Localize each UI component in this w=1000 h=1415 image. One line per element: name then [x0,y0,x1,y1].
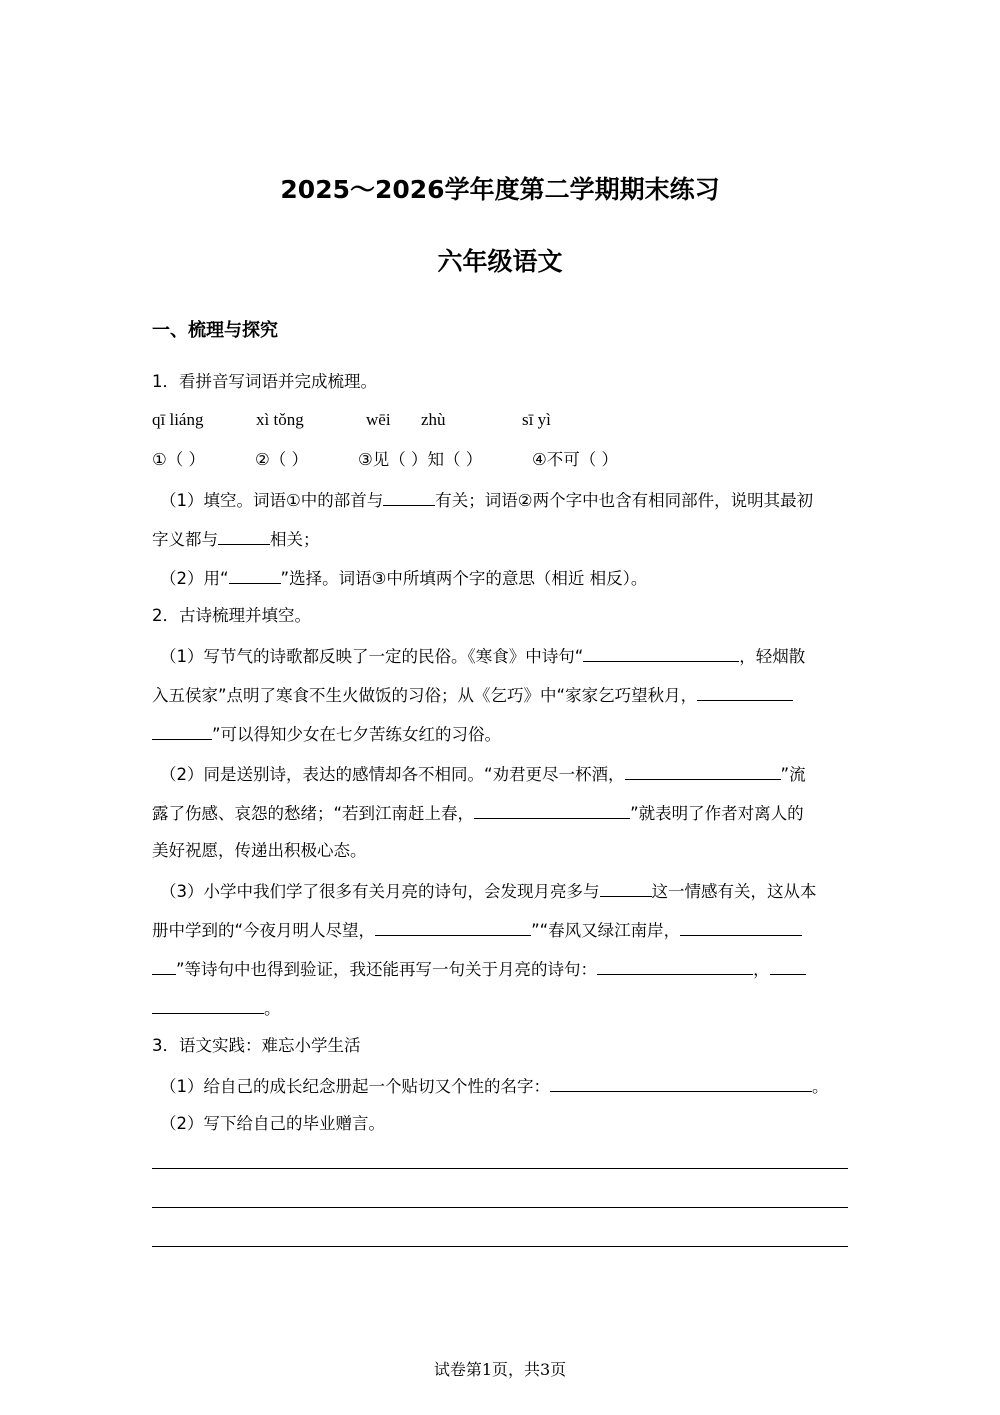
question-2-part-2: （2）同是送别诗，表达的感情却各不相同。“劝君更尽一杯酒， ”流 [160,762,806,786]
pinyin-1: qī liáng [152,410,204,429]
question-2-part-1-cont: 入五侯家”点明了寒食不生火做饭的习俗；从《乞巧》中“家家乞巧望秋月， [152,683,793,707]
writing-line[interactable] [152,1207,848,1208]
answer-slot-4[interactable]: ④不可（ ） [532,450,619,469]
question-1-part-1: （1）填空。词语①中的部首与 有关；词语②两个字中也含有相同部件，说明其最初 [160,488,813,512]
question-2-part-3-end: 。 [152,996,281,1020]
fill-blank[interactable] [625,762,781,780]
question-1-part-2: （2）用“ ”选择。词语③中所填两个字的意思（相近 相反）。 [160,566,647,590]
question-2-part-3-cont: 册中学到的“今夜月明人尽望， ”“春风又绿江南岸， [152,918,802,942]
page-footer: 试卷第1页，共3页 [433,1360,567,1379]
question-3-stem: 3．语文实践：难忘小学生活 [152,1036,361,1055]
question-1-stem: 1．看拼音写词语并完成梳理。 [152,372,377,391]
fill-blank[interactable] [600,879,652,897]
answer-slot-3[interactable]: ③见（ ）知（ ） [358,450,483,469]
fill-blank[interactable] [583,644,739,662]
page-title: 2025～2026学年度第二学期期末练习 [280,175,720,204]
fill-blank[interactable] [770,957,806,975]
question-2-part-1: （1）写节气的诗歌都反映了一定的民俗。《寒食》中诗句“ ，轻烟散 [160,644,805,668]
question-1-part-1-cont: 字义都与 相关； [152,527,320,551]
question-2-part-3: （3）小学中我们学了很多有关月亮的诗句，会发现月亮多与 这一情感有关，这从本 [160,879,817,903]
fill-blank[interactable] [152,957,176,975]
fill-blank[interactable] [229,566,281,584]
question-2-part-3-line3: ”等诗句中也得到验证，我还能再写一句关于月亮的诗句： ， [152,957,806,981]
section-heading: 一、梳理与探究 [152,320,278,341]
writing-line[interactable] [152,1246,848,1247]
question-3-part-2: （2）写下给自己的毕业赠言。 [160,1114,385,1133]
fill-blank[interactable] [218,527,270,545]
fill-blank[interactable] [680,918,802,936]
pinyin-4: zhù [421,410,446,429]
answer-slot-1[interactable]: ①（ ） [152,450,206,469]
writing-line[interactable] [152,1168,848,1169]
fill-blank[interactable] [550,1074,812,1092]
fill-blank[interactable] [474,801,630,819]
fill-blank[interactable] [697,683,793,701]
question-2-part-1-end: ”可以得知少女在七夕苦练女红的习俗。 [152,722,501,746]
question-2-stem: 2．古诗梳理并填空。 [152,606,311,625]
question-2-part-2-end: 美好祝愿，传递出积极心态。 [152,841,367,860]
fill-blank[interactable] [375,918,531,936]
pinyin-2: xì tǒng [256,410,304,429]
pinyin-3: wēi [366,410,391,429]
question-2-part-2-cont: 露了伤感、哀怨的愁绪；“若到江南赶上春， ”就表明了作者对离人的 [152,801,804,825]
fill-blank[interactable] [383,488,435,506]
fill-blank[interactable] [152,996,264,1014]
fill-blank[interactable] [152,722,212,740]
pinyin-5: sī yì [522,410,551,429]
answer-slot-2[interactable]: ②（ ） [255,450,309,469]
fill-blank[interactable] [597,957,753,975]
question-3-part-1: （1）给自己的成长纪念册起一个贴切又个性的名字： 。 [160,1074,829,1098]
page-subtitle: 六年级语文 [437,247,563,276]
